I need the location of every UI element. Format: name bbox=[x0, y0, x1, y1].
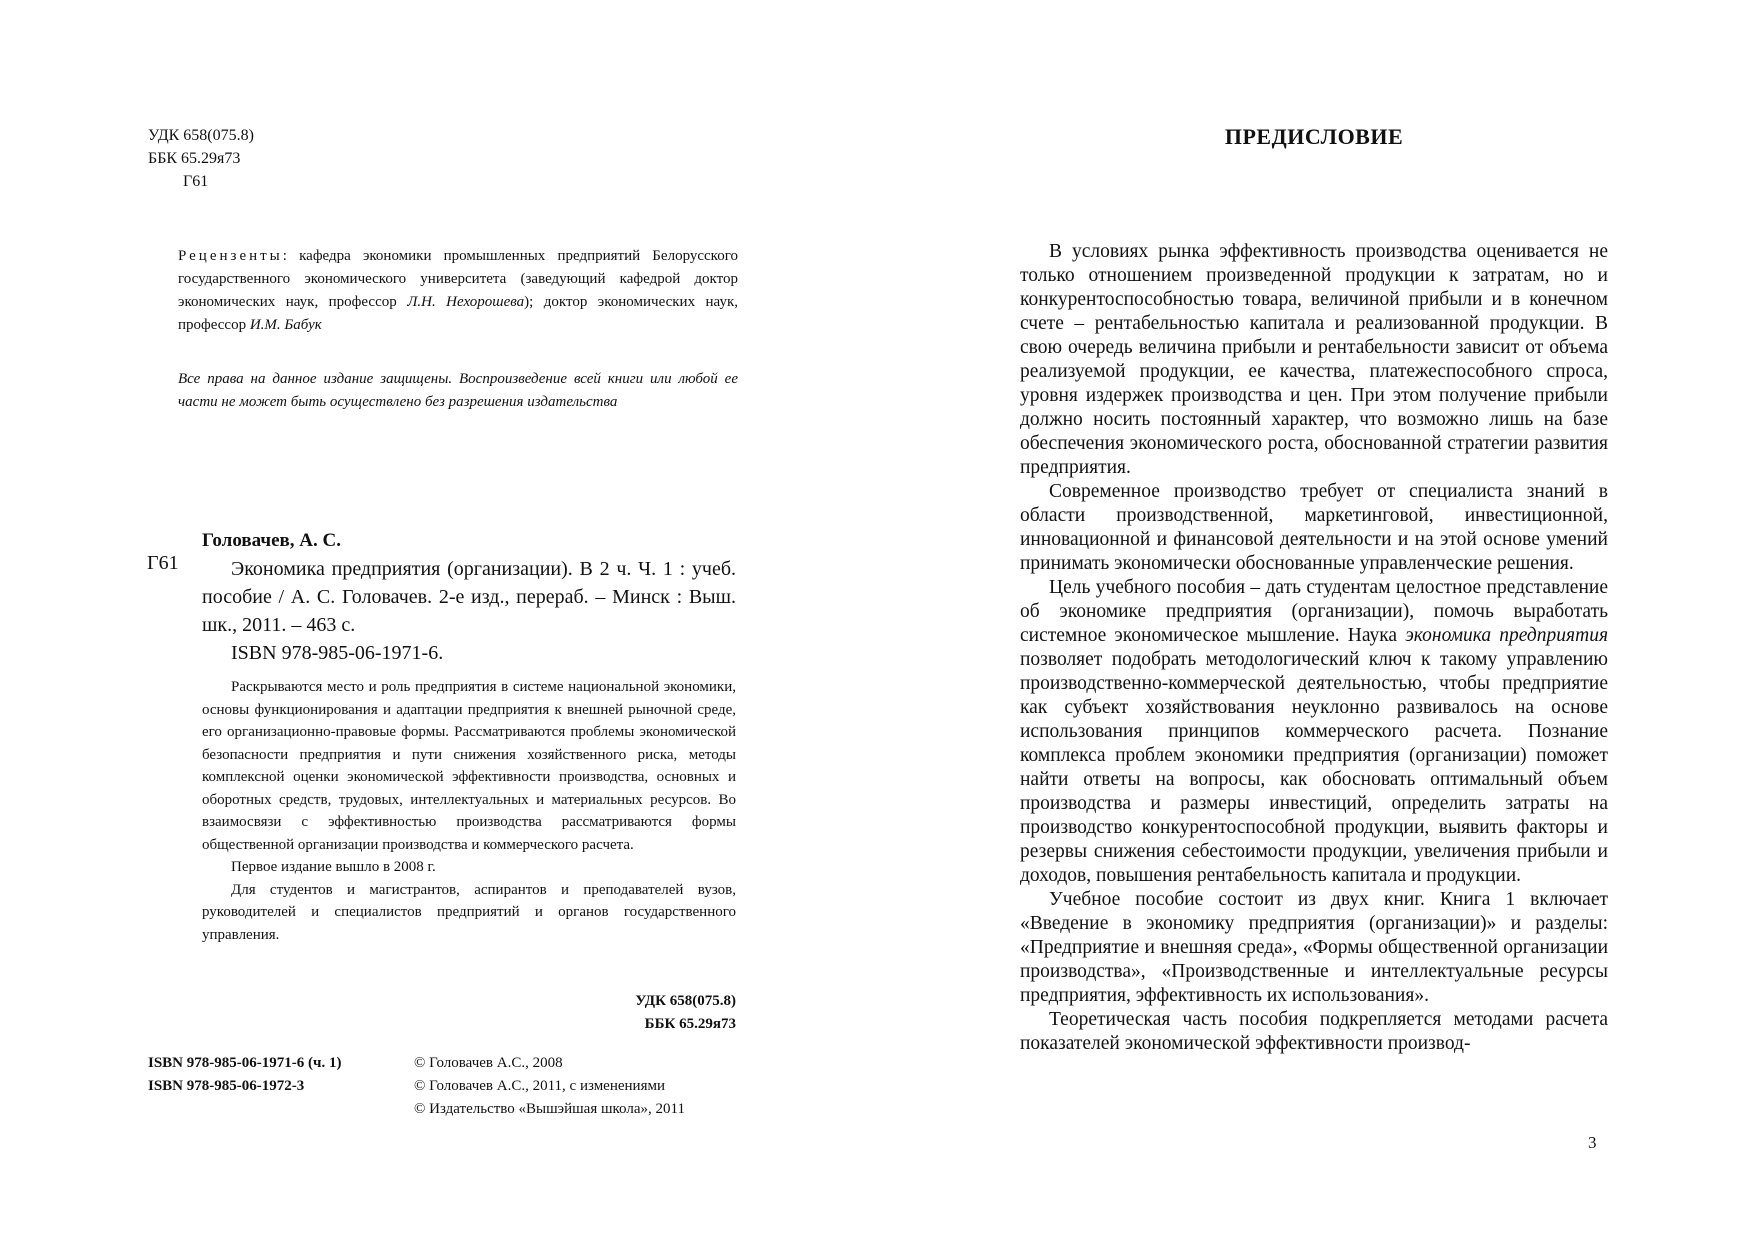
preface-paragraph-3 bbox=[1020, 576, 1608, 888]
bbk-code: ББК 65.29я73 bbox=[148, 150, 241, 167]
bibliographic-record bbox=[202, 527, 736, 667]
annotation-audience: Для студентов и магистрантов, аспирантов и преподавателей вузов, руководителей и специалистов предприятий и органов государственного управления. bbox=[202, 881, 736, 943]
preface-title: ПРЕДИСЛОВИЕ bbox=[1224, 124, 1404, 149]
reviewers-label: Рецензенты bbox=[178, 248, 283, 264]
preface-paragraph-1: В условиях рынка эффективность производства оценивается не только отношением произведенной продукции к затратам, но и конкурентоспособностью товара, величиной прибыли и в конечном счете – рентабельностью капитала и реализованной продукции. В свою очередь величина прибыли и рентабельности зависит от объема реализуемой продукции, ее качества, платежеспособного спроса, уровня издержек производства и цен. При этом получение прибыли должно носить постоянный характер, что возможно лишь на базе обеспечения экономического роста, обоснованной стратегии развития предприятия. bbox=[1020, 241, 1608, 478]
annotation-first-edition: Первое издание вышло в 2008 г. bbox=[231, 859, 436, 875]
udk-code: УДК 658(075.8) bbox=[148, 127, 254, 144]
page-number: 3 bbox=[1588, 1133, 1597, 1152]
preface-paragraph-5: Теоретическая часть пособия подкрепляется методами расчета показателей экономической эффективности производ- bbox=[1020, 1009, 1608, 1054]
annotation-paragraph: Раскрываются место и роль предприятия в системе национальной экономики, основы функционирования и адаптации предприятия к внешней рыночной среде, его организационно-правовые формы. Рассматриваются проблемы экономической безопасности предприятия и пути снижения хозяйственного риска, методы комплексной оценки экономической эффективности производства, основных и оборотных средств, трудовых, интеллектуальных и материальных ресурсов. Во взаимосвязи с эффективностью производства рассматриваются формы общественной организации производства и коммерческого расчета. bbox=[202, 679, 736, 853]
preface-body bbox=[1020, 240, 1608, 1056]
isbn-part-1: ISBN 978-985-06-1971-6 (ч. 1) bbox=[148, 1055, 342, 1071]
reviewers-text-2: ); доктор экономических наук, профессор bbox=[178, 294, 738, 333]
annotation bbox=[202, 676, 736, 946]
bibliographic-author-mark: Г61 bbox=[147, 552, 179, 574]
bbk-footer-code: ББК 65.29я73 bbox=[644, 1016, 736, 1032]
isbn-list bbox=[148, 1052, 341, 1098]
copyright-line: © Головачев А.С., 2008 bbox=[414, 1055, 563, 1071]
preface-p3-end: позволяет подобрать методологический ключ к такому управлению производственно-коммерческой деятельностью, чтобы предприятие как субъект хозяйствования неуклонно развивалось на основе использования принципов коммерческого расчета. Познание комплекса проблем экономики предприятия (организации) поможет найти ответы на вопросы, как обосновать оптимальный объем производства и размеры инвестиций, определить затраты на производство конкурентоспособной продукции, выявить факторы и резервы снижения себестоимости продукции, увеличения прибыли и доходов, повышения рентабельность капитала и продукции. bbox=[1020, 649, 1608, 886]
book-description: Экономика предприятия (организации). В 2 ч. Ч. 1 : учеб. пособие / А. С. Головачев. 2-е изд., перераб. – Минск : Выш. шк., 2011. – 463 с. bbox=[202, 558, 736, 636]
preface-p3-emphasis: экономика предприятия bbox=[1405, 625, 1609, 646]
copyright-line: © Издательство «Вышэйшая школа», 2011 bbox=[414, 1101, 685, 1117]
author-mark: Г61 bbox=[183, 173, 209, 190]
copyright-line: © Головачев А.С., 2011, с изменениями bbox=[414, 1078, 666, 1094]
preface-paragraph-4: Учебное пособие состоит из двух книг. Книга 1 включает «Введение в экономику предприятия (организации)» и разделы: «Предприятие и внешняя среда», «Формы общественной организации производства», «Производственные и интеллектуальные ресурсы предприятия, эффективность их использования». bbox=[1020, 889, 1608, 1006]
book-isbn: ISBN 978-985-06-1971-6. bbox=[231, 642, 444, 664]
reviewer-name-2: И.М. Бабук bbox=[249, 317, 322, 333]
copyright-list bbox=[414, 1052, 685, 1121]
rights-notice: Все права на данное издание защищены. Воспроизведение всей книги или любой ее части не может быть осуществлено без разрешения издательства bbox=[178, 371, 738, 410]
reviewer-name-1: Л.Н. Нехорошева bbox=[407, 294, 525, 310]
reviewers-block bbox=[178, 245, 738, 337]
reviewers-text-1: : кафедра экономики промышленных предприятий Белорусского государственного экономического университета (заведующий кафедрой доктор экономических наук, профессор bbox=[178, 248, 738, 310]
udk-footer-code: УДК 658(075.8) bbox=[635, 993, 736, 1009]
book-author: Головачев, А. С. bbox=[202, 530, 341, 551]
isbn-set: ISBN 978-985-06-1972-3 bbox=[148, 1078, 305, 1094]
preface-p3-start: Цель учебного пособия – дать студентам целостное представление об экономике предприятия (организации), помочь выработать системное экономическое мышление. Наука bbox=[1020, 577, 1608, 646]
udk-footer bbox=[560, 990, 736, 1036]
udk-header bbox=[148, 124, 254, 193]
preface-paragraph-2: Современное производство требует от специалиста знаний в области производственной, маркетинговой, инвестиционной, инновационной и финансовой деятельности и на этой основе умений принимать экономически обоснованные управленческие решения. bbox=[1020, 481, 1608, 574]
